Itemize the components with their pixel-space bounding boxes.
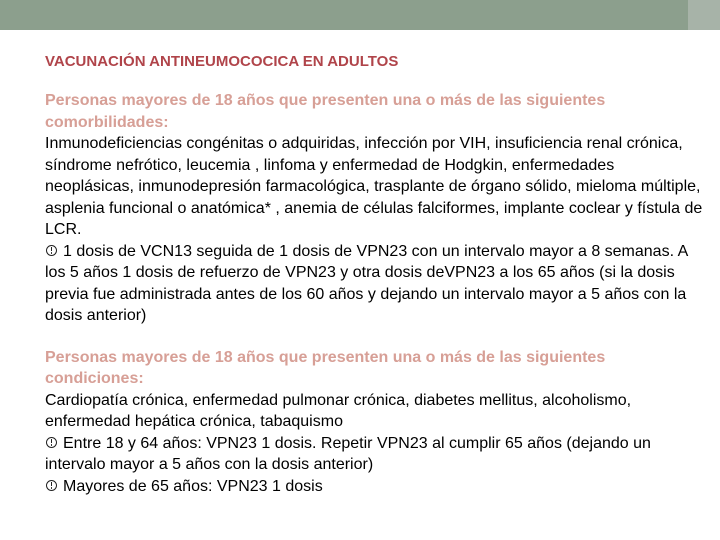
top-banner bbox=[0, 0, 720, 30]
section-comorbilidades bbox=[45, 90, 705, 327]
section-1-bullet-1 bbox=[45, 241, 705, 327]
info-circle-icon bbox=[46, 437, 57, 448]
section-2-body: Cardiopatía crónica, enfermedad pulmonar crónica, diabetes mellitus, alcoholismo, enfermedad hepática crónica, tabaquismo bbox=[45, 391, 632, 430]
info-circle-icon bbox=[46, 245, 57, 256]
slide-content bbox=[45, 52, 705, 517]
section-2-bullet-1-text: Entre 18 y 64 años: VPN23 1 dosis. Repetir VPN23 al cumplir 65 años (dejando un intervalo mayor a 5 años con la dosis anterior) bbox=[45, 434, 651, 473]
section-condiciones bbox=[45, 347, 705, 498]
section-1-body: Inmunodeficiencias congénitas o adquiridas, infección por VIH, insuficiencia renal crónica, síndrome nefrótico, leucemia , linfoma y enfermedad de Hodgkin, enfermedades neoplásicas, inmunodepresión farmacológica, trasplante de órgano sólido, mieloma múltiple, asplenia funcional o anatómica* , anemia de células falciformes, implante coclear y fístula de LCR. bbox=[45, 135, 703, 238]
section-2-bullet-2 bbox=[45, 476, 705, 498]
section-1-lead: Personas mayores de 18 años que presenten una o más de las siguientes comorbilidades: bbox=[45, 92, 606, 131]
slide-title: VACUNACIÓN ANTINEUMOCOCICA EN ADULTOS bbox=[45, 53, 399, 70]
section-2-bullet-2-text: Mayores de 65 años: VPN23 1 dosis bbox=[63, 477, 323, 495]
info-circle-icon bbox=[46, 480, 57, 491]
section-1-bullet-1-text: 1 dosis de VCN13 seguida de 1 dosis de VPN23 con un intervalo mayor a 8 semanas. A los 5 años 1 dosis de refuerzo de VPN23 y otra dosis deVPN23 a los 65 años (si la dosis previa fue administrada antes de los 60 años y dejando un intervalo mayor a 5 años con la dosis anterior) bbox=[45, 242, 688, 324]
section-2-lead: Personas mayores de 18 años que presenten una o más de las siguientes condiciones: bbox=[45, 348, 606, 387]
top-banner-cap bbox=[688, 0, 720, 30]
section-2-bullet-1 bbox=[45, 433, 705, 476]
